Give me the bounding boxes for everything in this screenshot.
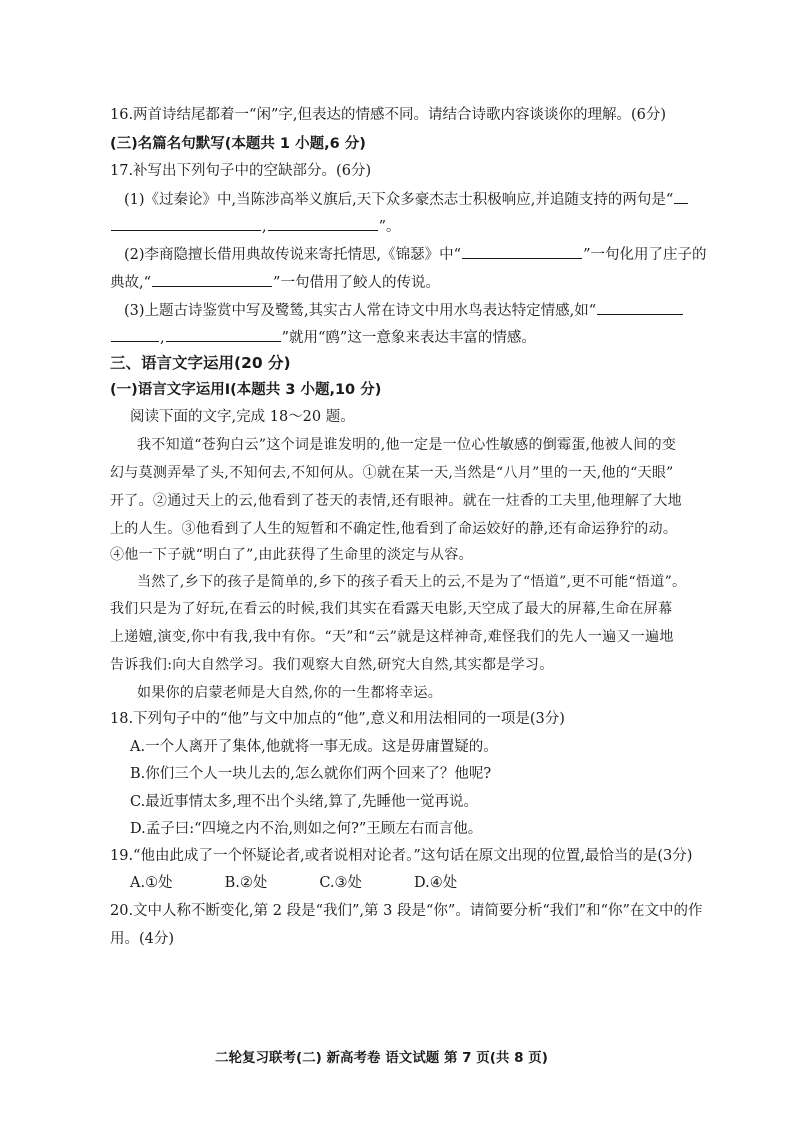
question-17-3-text: (3)上题古诗鉴赏中写及鹭鸶,其实古人常在诗文中用水鸟表达特定情感,如“: [124, 303, 597, 319]
answer-blank[interactable]: [462, 257, 582, 259]
question-17-2-text-cont: ”一句化用了庄子的: [583, 247, 707, 263]
question-18-option-c[interactable]: C.最近事情太多,理不出个头绪,算了,先睡他一觉再说。: [130, 794, 479, 810]
answer-blank[interactable]: [166, 340, 281, 342]
question-17-1-stem: [124, 193, 689, 208]
passage-line: 上的人生。③他看到了人生的短暂和不确定性,他看到了命运姣好的静,还有命运狰狞的动。: [110, 521, 678, 537]
subsection-title: (一)语言文字运用Ⅰ(本题共 3 小题,10 分): [110, 382, 382, 398]
question-18-option-d[interactable]: D.孟子曰:“四境之内不治,则如之何?”王顾左右而言他。: [130, 821, 483, 837]
question-17-2-text2: 典故,“: [110, 275, 152, 291]
passage-line: 开了。②通过天上的云,他看到了苍天的表情,还有眼神。就在一炷香的工夫里,他理解了大地: [110, 493, 682, 509]
question-20: 20.文中人称不断变化,第 2 段是“我们”,第 3 段是“你”。请简要分析“我们”和“你”在文中的作: [110, 903, 703, 919]
question-19-options: [130, 876, 509, 891]
question-17-1-text: (1)《过秦论》中,当陈涉高举义旗后,天下众多豪杰志士积极响应,并追随支持的两句是“: [124, 192, 674, 208]
passage-line: 当然了,乡下的孩子是简单的,乡下的孩子看天上的云,不是为了“悟道”,更不可能“悟道”。: [137, 574, 687, 590]
question-18-option-a[interactable]: A.一个人离开了集体,他就将一事无成。这是毋庸置疑的。: [130, 739, 498, 755]
passage-line: 我不知道“苍狗白云”这个词是谁发明的,他一定是一位心性敏感的倒霉蛋,他被人间的变: [137, 437, 677, 453]
passage-line: 幻与莫测弄晕了头,不知何去,不知何从。①就在某一天,当然是“八月”里的一天,他的“天眼”: [110, 465, 674, 481]
passage-line: 我们只是为了好玩,在看云的时候,我们其实在看露天电影,天空成了最大的屏幕,生命在屏幕: [110, 601, 673, 617]
question-17-3-line1: [124, 304, 684, 319]
question-18: 18.下列句子中的“他”与文中加点的“他”,意义和用法相同的一项是(3分): [110, 711, 565, 727]
passage-line: ④他一下子就“明白了”,由此获得了生命里的淡定与从容。: [110, 547, 473, 563]
answer-blank[interactable]: [111, 340, 159, 342]
question-19-option-c[interactable]: C.③处: [319, 875, 363, 891]
question-17-1-blanks: [110, 220, 401, 235]
question-18-option-b[interactable]: B.你们三个人一块儿去的,怎么就你们两个回来了？他呢?: [130, 766, 492, 782]
part-title-language-use: 三、语言文字运用(20 分): [110, 354, 291, 372]
question-20-cont: 用。(4分): [110, 931, 175, 947]
answer-blank[interactable]: [268, 229, 378, 231]
question-19: 19.“他由此成了一个怀疑论者,或者说相对论者。”这句话在原文出现的位置,最恰当的是(3分): [110, 848, 693, 864]
question-17: 17.补写出下列句子中的空缺部分。(6分): [110, 163, 372, 179]
comma: ,: [262, 219, 267, 235]
passage-line: 上递嬗,演变,你中有我,我中有你。“天”和“云”就是这样神奇,难怪我们的先人一遍又一遍地: [110, 629, 674, 645]
question-16: 16.两首诗结尾都着一“闲”字,但表达的情感不同。请结合诗歌内容谈谈你的理解。(6分): [110, 107, 667, 123]
question-17-2-line2: [110, 276, 440, 291]
comma: ,: [160, 330, 165, 346]
answer-blank[interactable]: [152, 285, 272, 287]
question-17-3-line2: [110, 331, 536, 346]
closing-quote: ”。: [378, 219, 401, 235]
question-17-2-text: (2)李商隐擅长借用典故传说来寄托情思,《锦瑟》中“: [124, 247, 462, 263]
question-19-option-b[interactable]: B.②处: [224, 875, 268, 891]
section-title-famous-lines: (三)名篇名句默写(本题共 1 小题,6 分): [110, 136, 366, 152]
page-footer: 二轮复习联考(二) 新高考卷 语文试题 第 7 页(共 8 页): [215, 1050, 548, 1066]
question-19-option-d[interactable]: D.④处: [414, 875, 458, 891]
question-17-2-line1: [124, 248, 706, 263]
passage-paragraph-3: 如果你的启蒙老师是大自然,你的一生都将幸运。: [137, 685, 443, 701]
reading-instruction: 阅读下面的文字,完成 18～20 题。: [130, 409, 355, 425]
answer-blank[interactable]: [111, 229, 261, 231]
question-19-option-a[interactable]: A.①处: [130, 875, 173, 891]
answer-blank[interactable]: [674, 202, 688, 204]
answer-blank[interactable]: [597, 313, 683, 315]
question-17-2-text2-cont: ”一句借用了鲛人的传说。: [273, 275, 440, 291]
question-17-3-text2: ”就用“鸥”这一意象来表达丰富的情感。: [281, 330, 536, 346]
passage-line: 告诉我们:向大自然学习。我们观察大自然,研究大自然,其实都是学习。: [110, 657, 554, 673]
